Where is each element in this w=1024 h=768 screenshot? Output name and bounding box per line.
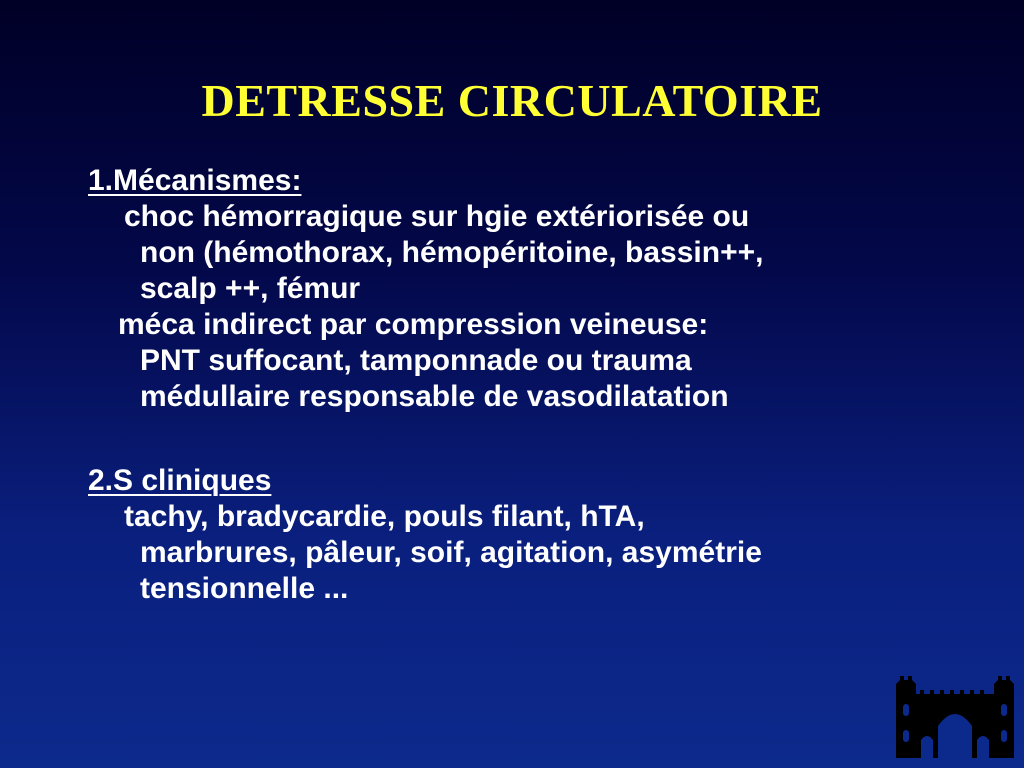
section-spacer [88, 415, 988, 463]
paragraph-line: choc hémorragique sur hgie extériorisée ou [124, 200, 750, 233]
slide-title: DETRESSE CIRCULATOIRE [201, 75, 823, 126]
paragraph-line: tachy, bradycardie, pouls filant, hTA, [124, 500, 645, 533]
paragraph-line: PNT suffocant, tamponnade ou trauma [140, 344, 692, 377]
paragraph-line: tensionnelle ... [140, 572, 349, 605]
bullet-paragraph [88, 199, 988, 307]
paragraph-line: non (hémothorax, hémopéritoine, bassin++, [140, 236, 764, 269]
city-gate-icon [894, 674, 1016, 758]
bullet-paragraph [88, 499, 988, 607]
bullet-paragraph [88, 307, 988, 415]
paragraph-line: marbrures, pâleur, soif, agitation, asymétrie [140, 536, 762, 569]
section-signes-cliniques [88, 463, 988, 607]
slide-body [88, 163, 988, 607]
paragraph-line: méca indirect par compression veineuse: [118, 308, 709, 341]
section-heading: 2.S cliniques [88, 464, 272, 497]
section-mecanismes [88, 163, 988, 415]
paragraph-line: scalp ++, fémur [140, 272, 361, 305]
paragraph-line: médullaire responsable de vasodilatation [140, 380, 729, 413]
section-heading: 1.Mécanismes: [88, 164, 302, 197]
